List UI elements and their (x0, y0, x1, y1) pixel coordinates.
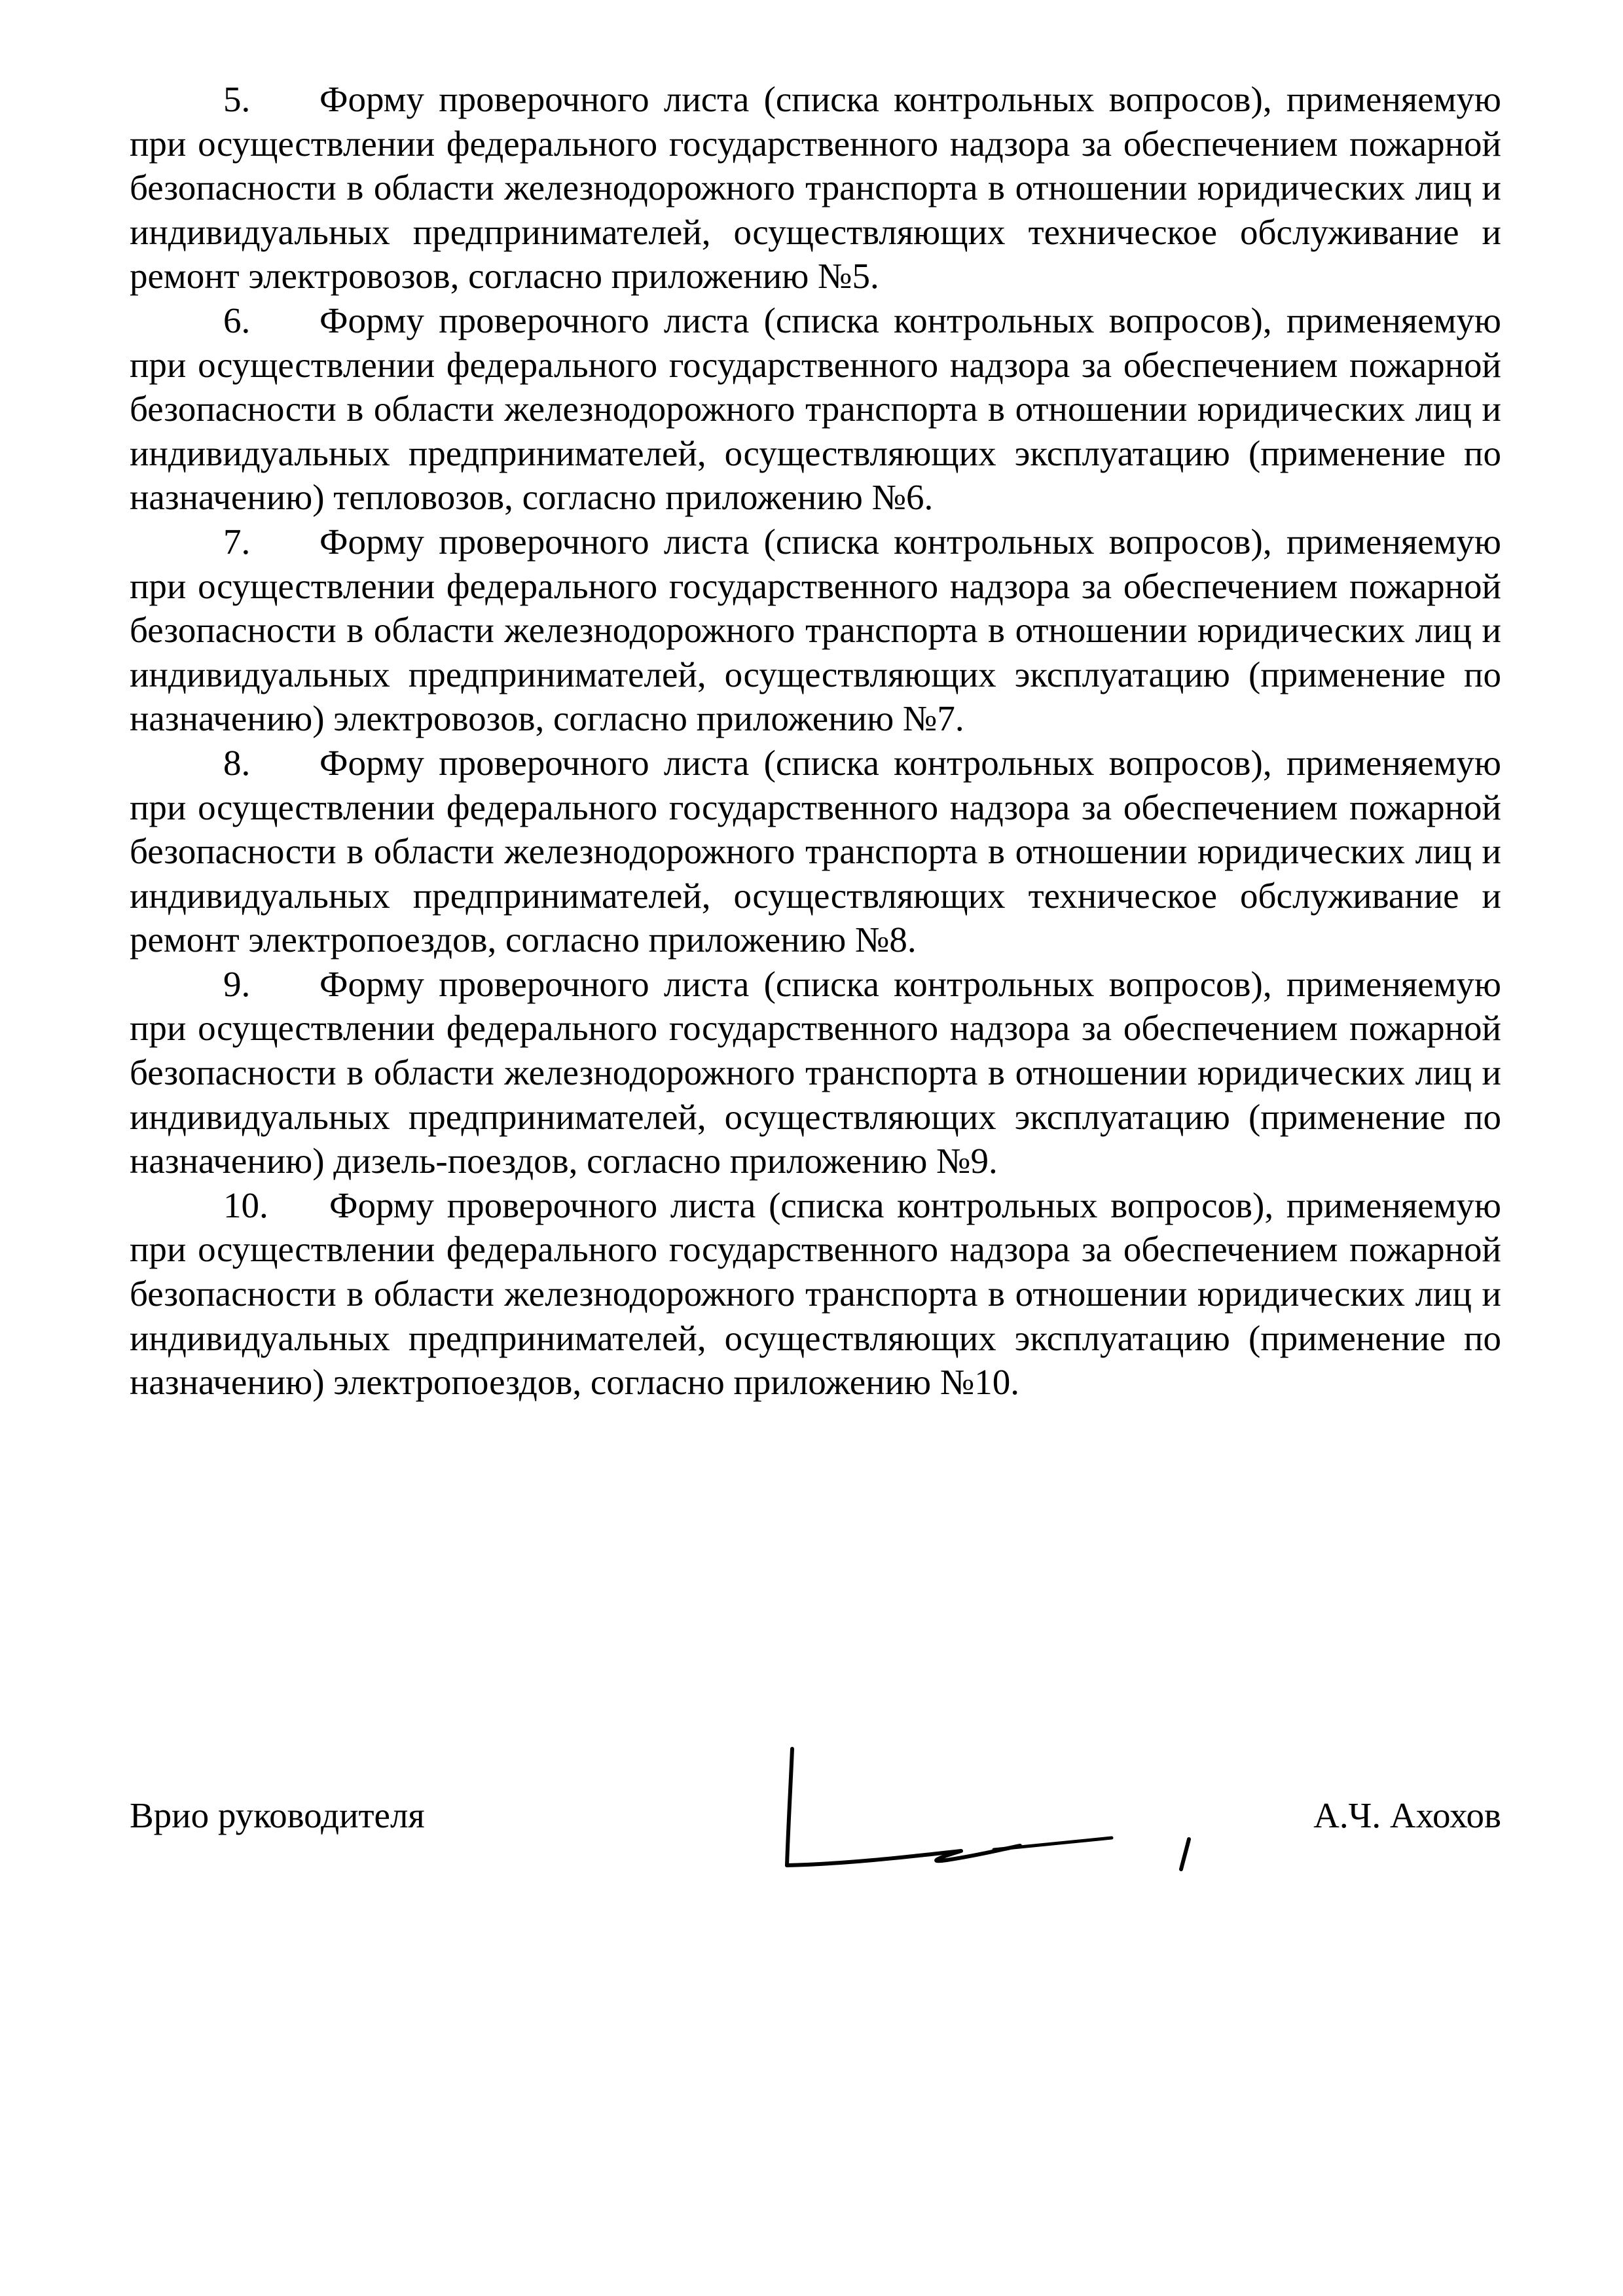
paragraph-number: 8. (223, 742, 251, 783)
paragraph-text: Форму проверочного листа (списка контрольных вопросов), применяемую при осуществлении федерального государственного надзора за обеспечением пожарной безопасности в области железнодорожного транспорта в отношении юридических лиц и индивидуальных предпринимателей, осуществляющих эксплуатацию (применение по назначению) тепловозов, согласно приложению №6. (130, 300, 1501, 518)
paragraph-text: Форму проверочного листа (списка контрольных вопросов), применяемую при осуществлении федерального государственного надзора за обеспечением пожарной безопасности в области железнодорожного транспорта в отношении юридических лиц и индивидуальных предпринимателей, осуществляющих техническое обслуживание и ремонт электропоездов, согласно приложению №8. (130, 742, 1501, 960)
signer-name: А.Ч. Ахохов (1313, 1795, 1501, 1835)
paragraph-number: 6. (223, 300, 251, 340)
paragraph-item (130, 298, 1501, 520)
paragraph-text: Форму проверочного листа (списка контрольных вопросов), применяемую при осуществлении федерального государственного надзора за обеспечением пожарной безопасности в области железнодорожного транспорта в отношении юридических лиц и индивидуальных предпринимателей, осуществляющих эксплуатацию (применение по назначению) электровозов, согласно приложению №7. (130, 521, 1501, 739)
paragraph-number: 9. (223, 963, 251, 1004)
paragraph-item (130, 77, 1501, 298)
signature-block (130, 1741, 1501, 1911)
signer-position: Врио руководителя (130, 1795, 425, 1835)
paragraph-text: Форму проверочного листа (списка контрольных вопросов), применяемую при осуществлении федерального государственного надзора за обеспечением пожарной безопасности в области железнодорожного транспорта в отношении юридических лиц и индивидуальных предпринимателей, осуществляющих техническое обслуживание и ремонт электровозов, согласно приложению №5. (130, 79, 1501, 296)
paragraph-item (130, 962, 1501, 1183)
paragraph-item (130, 520, 1501, 741)
document-body (130, 77, 1501, 1405)
paragraph-item (130, 741, 1501, 962)
handwritten-signature-icon (771, 1741, 1230, 1911)
paragraph-number: 5. (223, 79, 251, 119)
paragraph-item (130, 1183, 1501, 1405)
paragraph-number: 7. (223, 521, 251, 562)
paragraph-text: Форму проверочного листа (списка контрольных вопросов), применяемую при осуществлении федерального государственного надзора за обеспечением пожарной безопасности в области железнодорожного транспорта в отношении юридических лиц и индивидуальных предпринимателей, осуществляющих эксплуатацию (применение по назначению) электропоездов, согласно приложению №10. (130, 1185, 1501, 1403)
paragraph-text: Форму проверочного листа (списка контрольных вопросов), применяемую при осуществлении федерального государственного надзора за обеспечением пожарной безопасности в области железнодорожного транспорта в отношении юридических лиц и индивидуальных предпринимателей, осуществляющих эксплуатацию (применение по назначению) дизель-поездов, согласно приложению №9. (130, 963, 1501, 1181)
paragraph-number: 10. (223, 1185, 268, 1225)
